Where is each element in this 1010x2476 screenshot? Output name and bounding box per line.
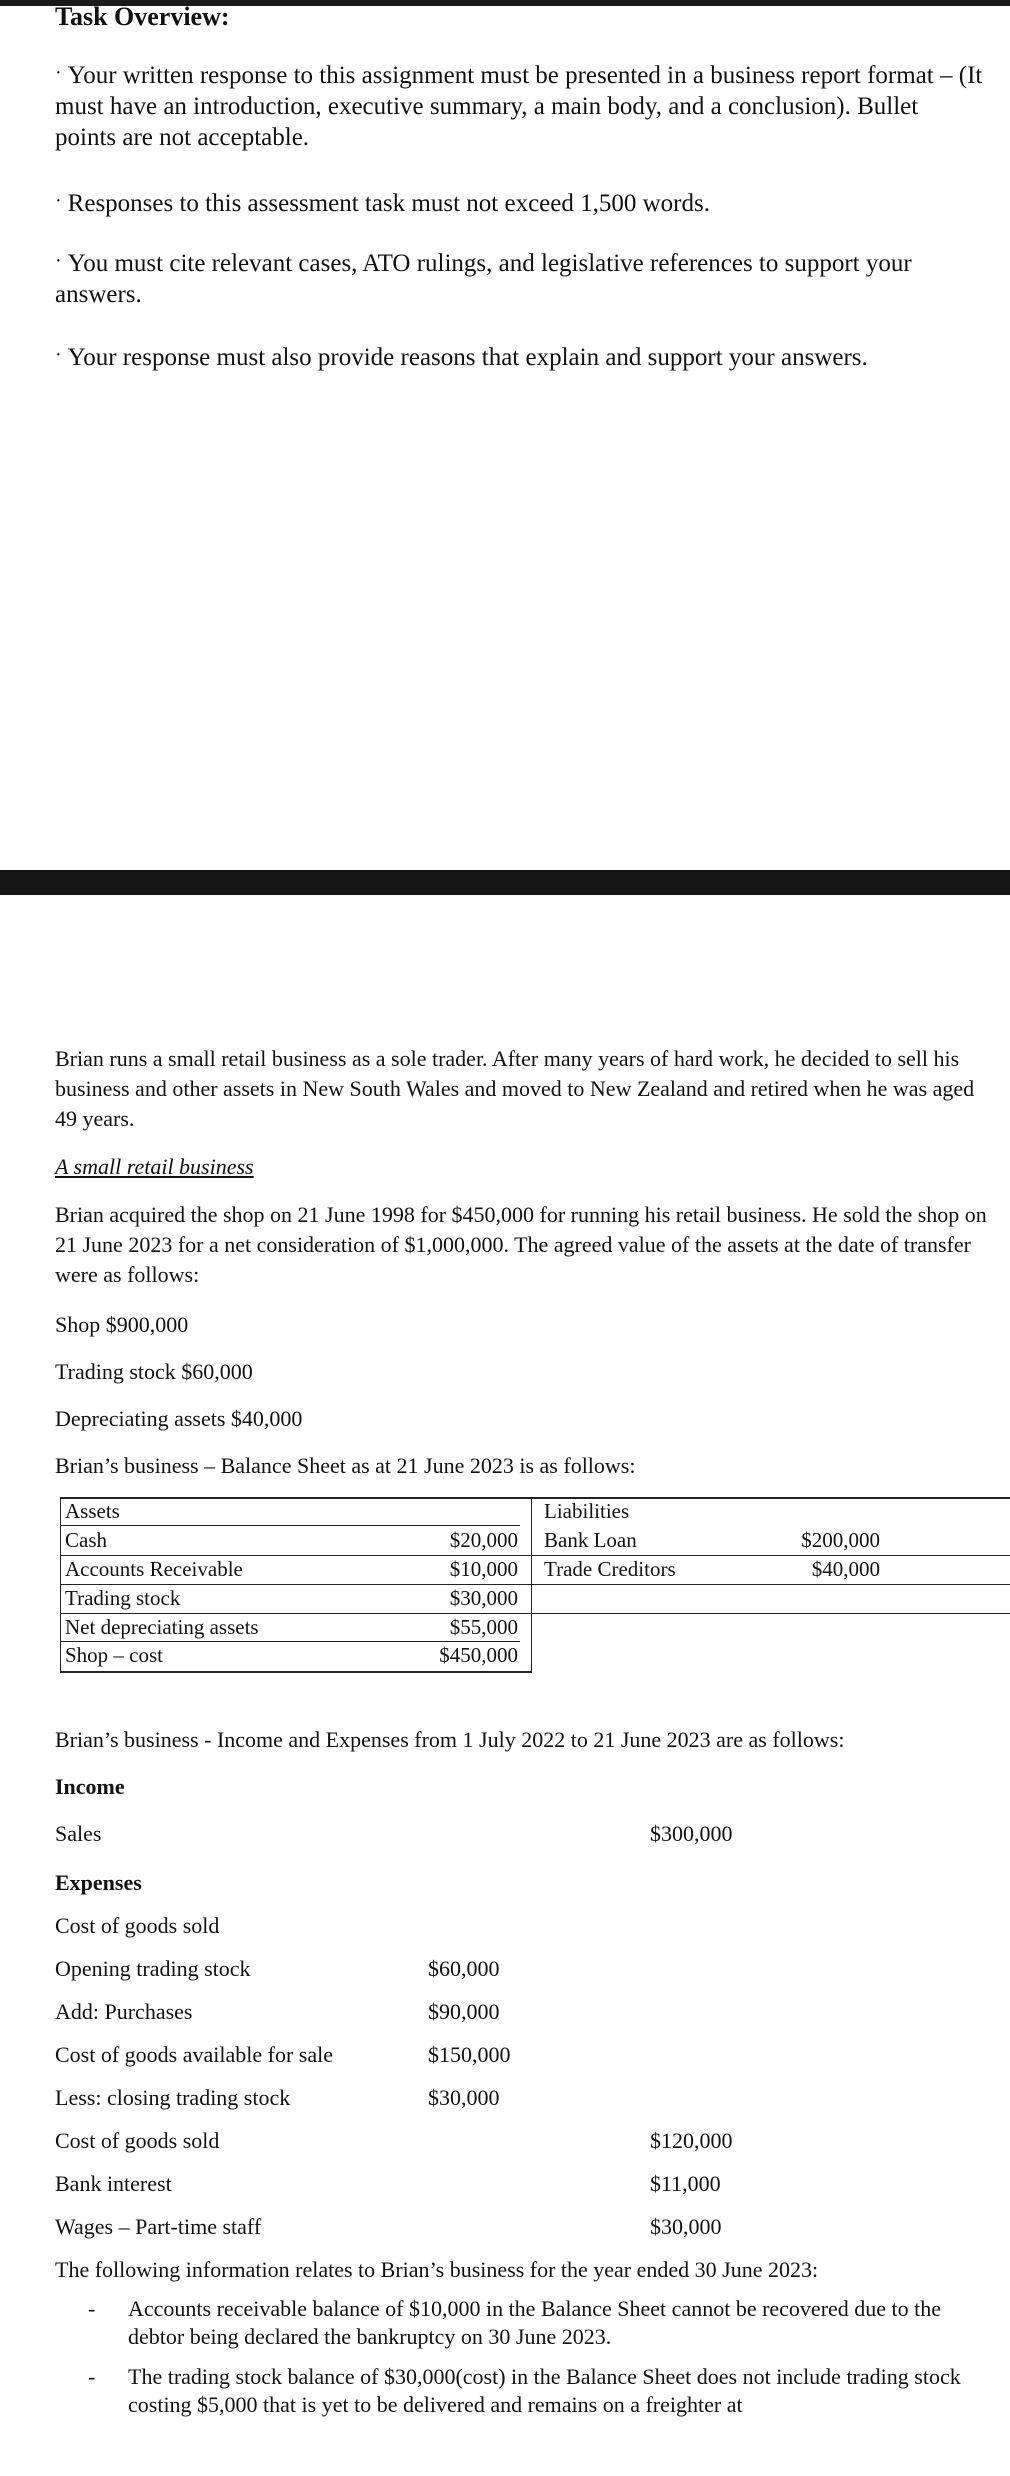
expense-row-total: $30,000 (650, 2214, 722, 2239)
section-divider-band (0, 870, 1010, 895)
liability-label: Trade Creditors (544, 1557, 676, 1581)
table-rule (60, 1525, 520, 1526)
task-bullet-2 (55, 186, 985, 219)
case-intro: Brian runs a small retail business as a sole trader. After many years of hard work, he decided to sell his business and other assets in New South Wales and moved to New Zealand and retired when he was aged 49 years. (55, 1046, 975, 1131)
expense-row-label: Cost of goods available for sale (55, 2042, 333, 2067)
balance-sheet-table (60, 1497, 1010, 1677)
income-statement-caption: Brian’s business - Income and Expenses from 1 July 2022 to 21 June 2023 are as follows: (55, 1727, 845, 1752)
expense-row-label: Less: closing trading stock (55, 2085, 291, 2110)
table-rule (60, 1497, 1010, 1499)
sales-value: $300,000 (650, 1821, 733, 1846)
task-bullet-text: Responses to this assessment task must not exceed 1,500 words. (67, 190, 710, 217)
table-rule (60, 1497, 61, 1673)
additional-item-text: Accounts receivable balance of $10,000 in the Balance Sheet cannot be recovered due to the debtor being declared the bankruptcy on 30 June 2023. (128, 2296, 942, 2349)
cogs-heading: Cost of goods sold (55, 1913, 220, 1938)
task-bullet-text: Your written response to this assignment must be presented in a business report format – (It must have an introduction, executive summary, a main body, and a conclusion). Bullet points are not acceptable. (55, 62, 983, 151)
agreed-asset-shop: Shop $900,000 (55, 1312, 189, 1337)
task-bullet-3 (55, 246, 985, 310)
asset-label: Accounts Receivable (65, 1557, 243, 1581)
task-bullet-1 (55, 58, 985, 153)
asset-label: Net depreciating assets (65, 1615, 259, 1639)
assets-header: Assets (65, 1499, 120, 1523)
dash-mark: - (88, 2364, 96, 2389)
expense-row-total: $120,000 (650, 2128, 733, 2153)
additional-item-text: The trading stock balance of $30,000(cost) in the Balance Sheet does not include trading stock costing $5,000 that is yet to be delivered and remains on a freighter at (128, 2364, 961, 2417)
sales-label: Sales (55, 1821, 102, 1846)
expense-row-label: Add: Purchases (55, 1999, 193, 2024)
asset-value: $450,000 (439, 1643, 518, 1667)
task-bullet-text: Your response must also provide reasons that explain and support your answers. (67, 344, 868, 371)
task-overview-title: Task Overview: (55, 2, 230, 31)
bullet-mark: · (55, 250, 62, 272)
liability-label: Bank Loan (544, 1528, 637, 1552)
expenses-heading: Expenses (55, 1870, 142, 1895)
balance-sheet-caption: Brian’s business – Balance Sheet as at 21 June 2023 is as follows: (55, 1453, 636, 1478)
bullet-mark: · (55, 344, 62, 366)
additional-caption: The following information relates to Brian’s business for the year ended 30 June 2023: (55, 2257, 819, 2282)
liabilities-header: Liabilities (544, 1499, 630, 1523)
bullet-mark: · (55, 62, 62, 84)
bullet-mark: · (55, 190, 62, 212)
table-rule (60, 1584, 1010, 1585)
asset-value: $10,000 (449, 1557, 518, 1581)
dash-mark: - (88, 2296, 96, 2321)
expense-row-sub: $150,000 (428, 2042, 511, 2067)
task-bullet-text: You must cite relevant cases, ATO rulings, and legislative references to support your answers. (55, 250, 912, 308)
asset-value: $30,000 (449, 1586, 518, 1610)
expense-row-sub: $90,000 (428, 1999, 500, 2024)
liability-value: $200,000 (801, 1528, 880, 1552)
agreed-asset-depreciating: Depreciating assets $40,000 (55, 1406, 303, 1431)
expense-row-label: Opening trading stock (55, 1956, 251, 1981)
asset-value: $20,000 (449, 1528, 518, 1552)
expense-row-sub: $60,000 (428, 1956, 500, 1981)
agreed-asset-stock: Trading stock $60,000 (55, 1359, 253, 1384)
asset-label: Cash (65, 1528, 107, 1552)
table-rule (531, 1497, 532, 1673)
expense-row-label: Bank interest (55, 2171, 172, 2196)
asset-value: $55,000 (449, 1615, 518, 1639)
expense-row-total: $11,000 (650, 2171, 721, 2196)
asset-label: Trading stock (65, 1586, 181, 1610)
additional-item-2 (88, 2363, 988, 2423)
expense-row-label: Wages – Part-time staff (55, 2214, 262, 2239)
asset-label: Shop – cost (65, 1643, 164, 1667)
income-heading: Income (55, 1774, 125, 1799)
expense-row-label: Cost of goods sold (55, 2128, 220, 2153)
task-bullet-4 (55, 340, 985, 373)
expense-row-sub: $30,000 (428, 2085, 500, 2110)
table-rule (60, 1671, 532, 1673)
additional-item-1 (88, 2295, 988, 2355)
case-acquisition: Brian acquired the shop on 21 June 1998 for $450,000 for running his retail business. He sold the shop on 21 June 2023 for a net consideration of $1,000,000. The agreed value of the assets at the date of transfer were as follows: (55, 1202, 987, 1287)
case-subheading: A small retail business (55, 1154, 254, 1179)
liability-value: $40,000 (811, 1557, 880, 1581)
